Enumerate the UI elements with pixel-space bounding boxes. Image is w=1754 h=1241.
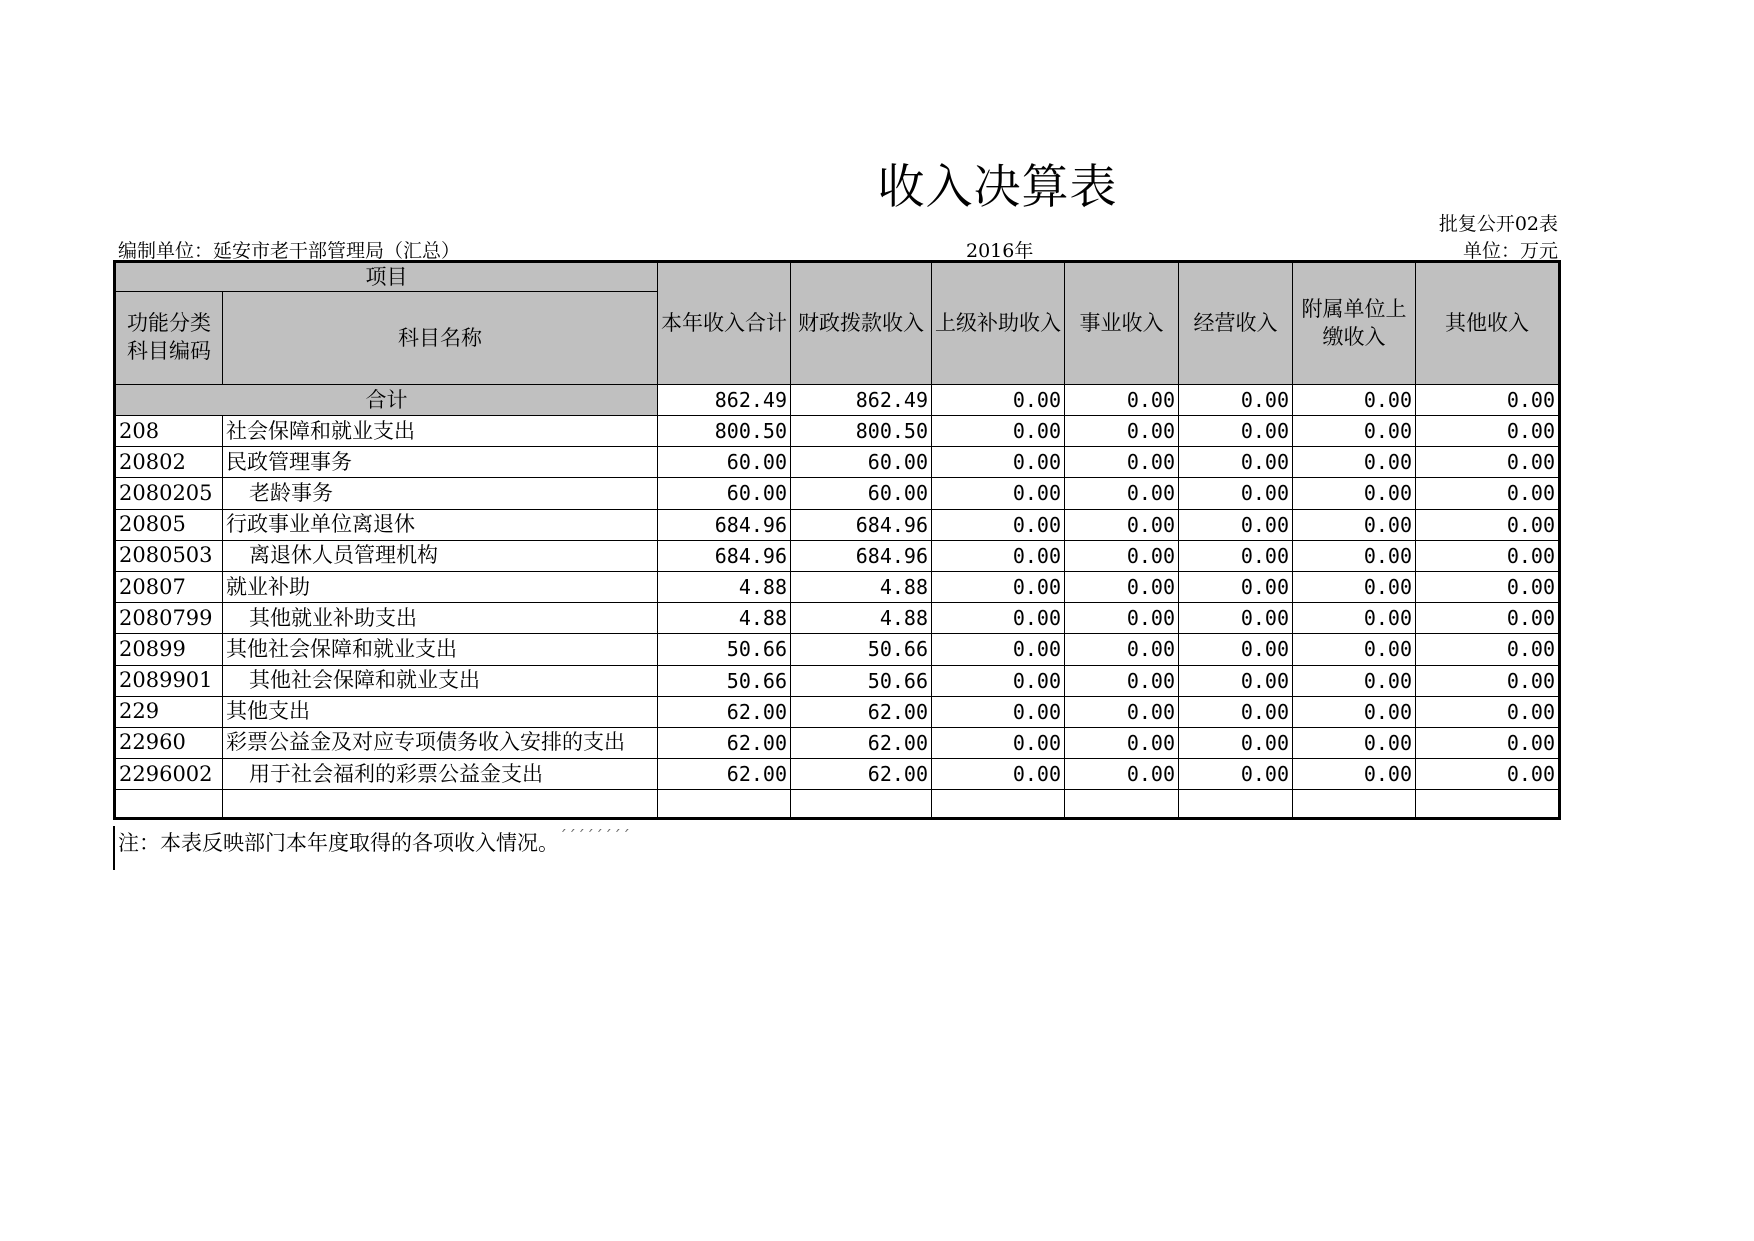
amount-cell: 0.00 (1179, 727, 1293, 758)
amount-cell: 60.00 (658, 447, 791, 478)
subject-code: 2080205 (115, 478, 223, 509)
subject-code: 208 (115, 416, 223, 447)
amount-cell: 0.00 (932, 665, 1065, 696)
amount-cell: 4.88 (658, 571, 791, 602)
amount-cell: 62.00 (658, 696, 791, 727)
page-title: 收入决算表 (877, 160, 1118, 215)
amount-cell: 62.00 (791, 696, 932, 727)
amount-cell: 60.00 (658, 478, 791, 509)
subject-code: 2089901 (115, 665, 223, 696)
amount-cell: 50.66 (658, 665, 791, 696)
total-cell: 862.49 (791, 385, 932, 416)
amount-cell: 0.00 (932, 540, 1065, 571)
amount-cell: 0.00 (1416, 696, 1560, 727)
header-item-group: 项目 (115, 262, 658, 292)
amount-cell: 0.00 (1065, 540, 1179, 571)
subject-name: 行政事业单位离退休 (223, 509, 658, 540)
amount-cell: 0.00 (1416, 603, 1560, 634)
org-unit: 编制单位：延安市老干部管理局（汇总） (118, 240, 461, 262)
amount-cell: 0.00 (1293, 634, 1416, 665)
table-body (115, 385, 1560, 819)
header-operating-income: 经营收入 (1179, 262, 1293, 385)
amount-cell: 62.00 (658, 759, 791, 790)
amount-cell: 4.88 (791, 571, 932, 602)
table-row (115, 665, 1560, 696)
subject-name: 民政管理事务 (223, 447, 658, 478)
total-cell: 0.00 (1293, 385, 1416, 416)
amount-cell: 0.00 (1179, 571, 1293, 602)
amount-cell: 800.50 (658, 416, 791, 447)
header-superior-subsidy: 上级补助收入 (932, 262, 1065, 385)
blank-cell (1293, 790, 1416, 819)
header-other-income: 其他收入 (1416, 262, 1560, 385)
amount-cell: 0.00 (1065, 727, 1179, 758)
subject-code: 20807 (115, 571, 223, 602)
amount-cell: 0.00 (1416, 571, 1560, 602)
amount-cell: 0.00 (1179, 665, 1293, 696)
amount-cell: 50.66 (791, 634, 932, 665)
amount-cell: 0.00 (1416, 478, 1560, 509)
amount-cell: 0.00 (1179, 447, 1293, 478)
subject-code: 2296002 (115, 759, 223, 790)
amount-cell: 0.00 (1179, 478, 1293, 509)
subject-code: 20802 (115, 447, 223, 478)
amount-cell: 0.00 (1293, 665, 1416, 696)
footnote-text: 注：本表反映部门本年度取得的各项收入情况。 (118, 831, 559, 855)
form-code: 批复公开02表 (1438, 213, 1558, 235)
table-row (115, 634, 1560, 665)
subject-code: 2080503 (115, 540, 223, 571)
amount-cell: 0.00 (1416, 447, 1560, 478)
amount-cell: 0.00 (1416, 416, 1560, 447)
amount-cell: 0.00 (1065, 478, 1179, 509)
subject-name: 老龄事务 (223, 478, 658, 509)
amount-cell: 0.00 (1293, 571, 1416, 602)
amount-cell: 0.00 (1293, 416, 1416, 447)
amount-cell: 0.00 (1416, 540, 1560, 571)
total-cell: 0.00 (932, 385, 1065, 416)
amount-cell: 0.00 (1293, 447, 1416, 478)
subject-code: 22960 (115, 727, 223, 758)
amount-cell: 0.00 (1179, 416, 1293, 447)
subject-code: 2080799 (115, 603, 223, 634)
amount-cell: 0.00 (932, 571, 1065, 602)
amount-cell: 0.00 (932, 603, 1065, 634)
amount-cell: 0.00 (1293, 759, 1416, 790)
blank-row (115, 790, 1560, 819)
subject-name: 就业补助 (223, 571, 658, 602)
amount-cell: 0.00 (1293, 727, 1416, 758)
blank-cell (115, 790, 223, 819)
subject-name: 用于社会福利的彩票公益金支出 (223, 759, 658, 790)
footnote (118, 827, 631, 857)
subject-name: 社会保障和就业支出 (223, 416, 658, 447)
amount-cell: 0.00 (1293, 540, 1416, 571)
amount-cell: 62.00 (791, 727, 932, 758)
table-row (115, 447, 1560, 478)
table-row (115, 696, 1560, 727)
amount-cell: 0.00 (1065, 634, 1179, 665)
blank-cell (658, 790, 791, 819)
amount-cell: 0.00 (1065, 416, 1179, 447)
total-label: 合计 (115, 385, 658, 416)
subject-name: 其他就业补助支出 (223, 603, 658, 634)
amount-cell: 0.00 (1065, 447, 1179, 478)
amount-cell: 0.00 (1179, 540, 1293, 571)
table-row (115, 478, 1560, 509)
footnote-tick-marks: ´´´´´´´´ (559, 827, 631, 846)
table-row (115, 416, 1560, 447)
header-function-code: 功能分类科目编码 (115, 292, 223, 385)
amount-cell: 0.00 (1065, 603, 1179, 634)
blank-cell (1065, 790, 1179, 819)
amount-cell: 0.00 (1293, 478, 1416, 509)
blank-cell (791, 790, 932, 819)
amount-cell: 4.88 (791, 603, 932, 634)
amount-cell: 684.96 (791, 509, 932, 540)
amount-cell: 0.00 (932, 416, 1065, 447)
amount-cell: 0.00 (1065, 571, 1179, 602)
table-row (115, 603, 1560, 634)
amount-cell: 0.00 (1179, 509, 1293, 540)
header-total-income: 本年收入合计 (658, 262, 791, 385)
total-row (115, 385, 1560, 416)
income-table (113, 260, 1561, 820)
table-row (115, 571, 1560, 602)
amount-cell: 50.66 (791, 665, 932, 696)
blank-cell (1416, 790, 1560, 819)
subject-code: 20805 (115, 509, 223, 540)
amount-cell: 0.00 (1416, 727, 1560, 758)
amount-cell: 0.00 (1179, 634, 1293, 665)
amount-cell: 62.00 (791, 759, 932, 790)
amount-cell: 0.00 (1293, 696, 1416, 727)
total-cell: 862.49 (658, 385, 791, 416)
amount-cell: 0.00 (932, 634, 1065, 665)
amount-cell: 0.00 (932, 447, 1065, 478)
subject-name: 其他社会保障和就业支出 (223, 634, 658, 665)
header-fiscal-allocation: 财政拨款收入 (791, 262, 932, 385)
amount-cell: 684.96 (658, 509, 791, 540)
amount-cell: 0.00 (932, 696, 1065, 727)
amount-cell: 0.00 (932, 478, 1065, 509)
amount-cell: 62.00 (658, 727, 791, 758)
left-border-rule (113, 826, 115, 870)
table-row (115, 540, 1560, 571)
amount-cell: 0.00 (932, 727, 1065, 758)
blank-cell (932, 790, 1065, 819)
amount-cell: 4.88 (658, 603, 791, 634)
amount-cell: 0.00 (1179, 696, 1293, 727)
amount-cell: 0.00 (1065, 509, 1179, 540)
unit-label: 单位：万元 (1462, 240, 1558, 262)
total-cell: 0.00 (1179, 385, 1293, 416)
header-subject-name: 科目名称 (223, 292, 658, 385)
amount-cell: 0.00 (1179, 603, 1293, 634)
amount-cell: 50.66 (658, 634, 791, 665)
amount-cell: 0.00 (932, 509, 1065, 540)
amount-cell: 0.00 (932, 759, 1065, 790)
total-cell: 0.00 (1416, 385, 1560, 416)
total-cell: 0.00 (1065, 385, 1179, 416)
amount-cell: 0.00 (1065, 759, 1179, 790)
amount-cell: 0.00 (1293, 603, 1416, 634)
amount-cell: 0.00 (1065, 665, 1179, 696)
blank-cell (1179, 790, 1293, 819)
header-affiliated-income: 附属单位上缴收入 (1293, 262, 1416, 385)
amount-cell: 800.50 (791, 416, 932, 447)
subject-name: 离退休人员管理机构 (223, 540, 658, 571)
amount-cell: 0.00 (1416, 759, 1560, 790)
table-row (115, 509, 1560, 540)
subject-code: 229 (115, 696, 223, 727)
amount-cell: 0.00 (1416, 509, 1560, 540)
header-business-income: 事业收入 (1065, 262, 1179, 385)
amount-cell: 684.96 (658, 540, 791, 571)
subject-name: 彩票公益金及对应专项债务收入安排的支出 (223, 727, 658, 758)
amount-cell: 0.00 (1293, 509, 1416, 540)
table-row (115, 727, 1560, 758)
amount-cell: 0.00 (1065, 696, 1179, 727)
subject-name: 其他支出 (223, 696, 658, 727)
blank-cell (223, 790, 658, 819)
amount-cell: 0.00 (1416, 634, 1560, 665)
table-row (115, 759, 1560, 790)
amount-cell: 0.00 (1416, 665, 1560, 696)
amount-cell: 60.00 (791, 478, 932, 509)
amount-cell: 0.00 (1179, 759, 1293, 790)
report-year: 2016年 (966, 240, 1034, 262)
subject-name: 其他社会保障和就业支出 (223, 665, 658, 696)
amount-cell: 684.96 (791, 540, 932, 571)
amount-cell: 60.00 (791, 447, 932, 478)
subject-code: 20899 (115, 634, 223, 665)
